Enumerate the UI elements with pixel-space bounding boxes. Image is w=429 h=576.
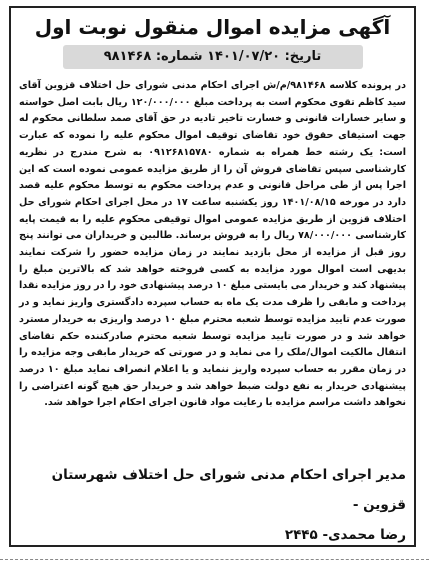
- notice-frame: [9, 6, 416, 547]
- notice-date-number: تاریخ: ۱۴۰۱/۰۷/۲۰ شماره: ۹۸۱۴۶۸: [63, 45, 363, 69]
- notice-title: آگهی مزایده اموال منقول نوبت اول: [34, 15, 391, 39]
- notice-signature: [19, 460, 406, 550]
- notice-body: در پرونده کلاسه ۹۸۱۴۶۸/م/ش اجرای احکام مدنی شورای حل اختلاف قزوین آقای سید کاظم تقوی محکوم است به پرداخت مبلغ ۱۲۰/۰۰۰/۰۰۰ ریال بابت اصل خواسته و سایر خسارات قانونی و خسارت تاخیر تادیه در حق آقای صمد سلطانی محکوم له جهت استیفای حقوق خود تقاضای توقیف اموال محکوم علیه را نموده که عبارت است: یک رشته خط همراه به شماره ۰۹۱۲۶۸۱۵۷۸۰ به شرح مندرج در نظریه کارشناسی سپس تقاضای فروش آن را از طریق مزایده عمومی نموده است که این اجرا پس از طی مراحل قانونی و عدم پرداخت محکوم به توسط محکوم علیه قصد دارد در مورخه ۱۴۰۱/۰۸/۱۵ روز یکشنبه ساعت ۱۷ در محل اجرای احکام شورای حل اختلاف قزوین از طریق مزایده عمومی اموال توقیفی محکوم علیه را به قیمت پایه کارشناسی ۷۸/۰۰۰/۰۰۰ ریال را به فروش برساند. طالبین و خریداران می توانند پنج روز قبل از مزایده از محل بازدید نمایند در زمان مزایده حضور را شرکت نمایند بدیهی است اموال مورد مزایده به کسی فروخته خواهد شد که بالاترین مبلغ را پیشنهاد کند و خریدار می بایستی مبلغ ۱۰ درصد پیشنهادی خود را در روز مزایده نقدا پرداخت و مابقی را ظرف مدت یک ماه به حساب سپرده دادگستری واریز نماید و در صورت عدم تایید مزایده توسط شعبه محترم مبلغ ۱۰ درصد واریزی به خریدار مسترد خواهد شد و در صورت تایید مزایده توسط شعبه محترم صادرکننده حکم تقاضای انتقال مالکیت اموال/ملک را می نماید و در صورتی که خریدار مابقی وجه مزایده را در زمان مقرر به حساب سپرده واریز ننماید و یا اعلام انصراف نماید مبلغ ۱۰ درصد پیشنهادی خریدار به نفع دولت ضبط خواهد شد و خریدار حق هیچ گونه اعتراضی را نخواهد داشت مراسم مزایده با رعایت مواد قانون اجرای احکام اجرا خواهد شد.: [19, 80, 407, 409]
- cut-line-divider: [0, 559, 429, 560]
- signature-name: رضا محمدی- ۲۴۴۵: [284, 527, 406, 543]
- signature-office: مدیر اجرای احکام مدنی شورای حل اختلاف شهرستان قزوین -: [51, 467, 406, 513]
- notice-header: [17, 12, 408, 74]
